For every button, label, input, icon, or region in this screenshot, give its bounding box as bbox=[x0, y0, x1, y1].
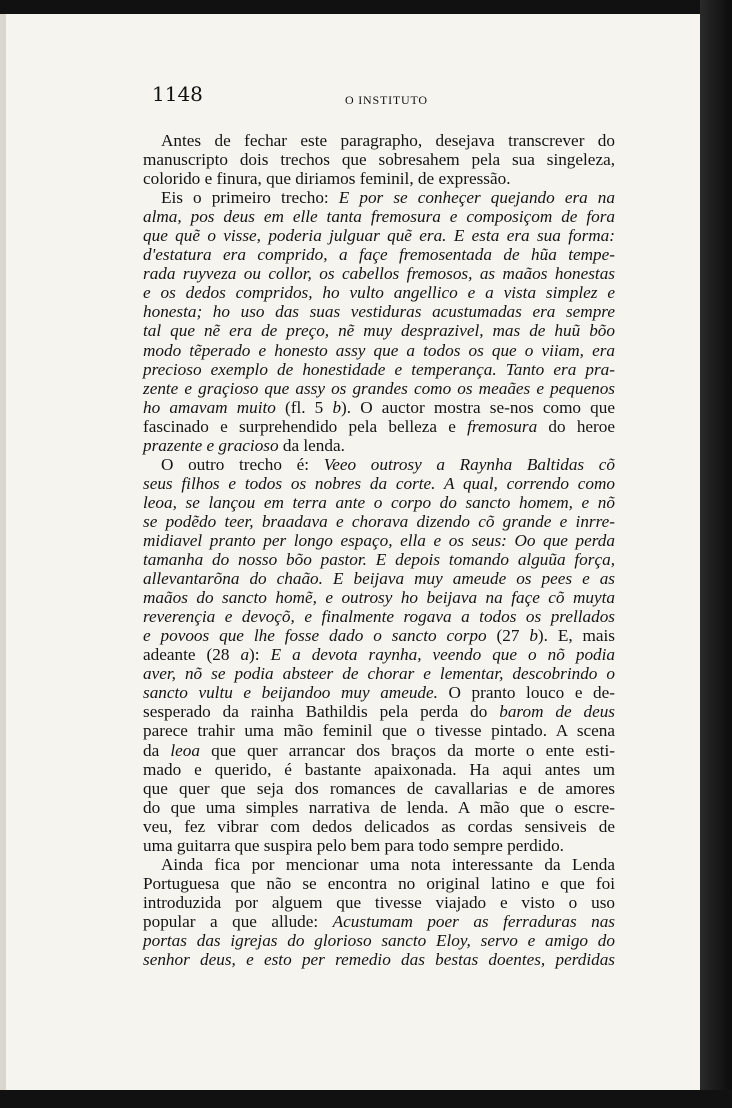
italic-quote-segment: aver, nõ se podia absteer de chorar e lementar, descobrindo o bbox=[143, 664, 615, 684]
scan-edge-right bbox=[700, 0, 732, 1108]
text-segment: Ainda fica por mencionar uma nota interessante da Lenda bbox=[161, 854, 615, 874]
text-segment: ). E, mais bbox=[537, 626, 615, 646]
text-segment: O pranto louco e de- bbox=[437, 683, 615, 703]
text-segment: introduzida por alguem que tivesse viajado e visto o uso bbox=[143, 892, 615, 912]
text-line bbox=[143, 836, 615, 855]
italic-quote-segment: que quẽ o visse, poderia julguar quẽ era. E esta era sua forma: bbox=[143, 226, 615, 246]
text-line bbox=[143, 702, 615, 721]
text-line bbox=[143, 226, 615, 245]
text-line bbox=[143, 455, 615, 474]
text-line bbox=[143, 436, 615, 455]
text-segment: popular a que allude: bbox=[143, 911, 333, 931]
text-line bbox=[143, 207, 615, 226]
italic-quote-segment: modo tẽperado e honesto assy que a todos os que o viiam, era bbox=[143, 340, 615, 360]
text-line bbox=[143, 321, 615, 340]
text-line bbox=[143, 188, 615, 207]
italic-quote-segment: sancto vultu e beijandoo muy ameude. bbox=[143, 683, 438, 703]
text-segment: que quer que seja dos romances de cavallarias e de amores bbox=[143, 778, 615, 798]
italic-quote-segment: allevantarõna do chaão. E beijava muy ameude os pees e as bbox=[143, 569, 615, 589]
italic-quote-segment: senhor deus, e esto per remedio das bestas doentes, perdidas bbox=[143, 950, 615, 970]
text-segment: adeante (28 bbox=[143, 645, 241, 665]
text-line bbox=[143, 150, 615, 169]
italic-quote-segment: E por se conheçer quejando era na bbox=[338, 188, 615, 208]
text-line bbox=[143, 398, 615, 417]
scan-edge-top bbox=[0, 0, 732, 14]
text-segment: Eis o primeiro trecho: bbox=[161, 188, 339, 208]
text-line bbox=[143, 283, 615, 302]
italic-quote-segment: seus filhos e todos os nobres da corte. A qual, correndo como bbox=[143, 473, 615, 493]
text-line bbox=[143, 664, 615, 683]
italic-quote-segment: e os dedos compridos, ho vulto angellico e a vista simplez e bbox=[143, 283, 615, 303]
text-segment: (27 bbox=[486, 626, 530, 646]
italic-quote-segment: alma, pos deus em elle tanta fremosura e composiçom de fora bbox=[143, 207, 615, 227]
text-line bbox=[143, 264, 615, 283]
text-line bbox=[143, 588, 615, 607]
italic-quote-segment: d'estatura era comprido, a façe fremosentada de hũa tempe- bbox=[143, 245, 615, 265]
text-line bbox=[143, 131, 615, 150]
text-line bbox=[143, 417, 615, 436]
text-segment: Portuguesa que não se encontra no original latino e que foi bbox=[143, 873, 615, 893]
text-segment: ). O auctor mostra se-nos como que bbox=[341, 397, 615, 417]
italic-quote-segment: a bbox=[240, 645, 250, 665]
text-line bbox=[143, 683, 615, 702]
italic-quote-segment: E a devota raynha, veendo que o nõ podia bbox=[270, 645, 616, 665]
text-segment: que quer arrancar dos braços da morte o ente esti- bbox=[199, 740, 615, 760]
text-line bbox=[143, 931, 615, 950]
scan-edge-left bbox=[0, 0, 6, 1108]
text-segment: ): bbox=[249, 645, 271, 665]
text-segment: mado e querido, é bastante apaixonada. Ha aqui antes um bbox=[143, 759, 615, 779]
text-segment: manuscripto dois trechos que sobresahem pela sua singeleza, bbox=[143, 150, 615, 170]
text-segment: da bbox=[143, 740, 171, 760]
text-line bbox=[143, 741, 615, 760]
text-segment: uma guitarra que suspira pelo bem para todo sempre perdido. bbox=[143, 835, 564, 855]
italic-quote-segment: tamanha do nosso bõo pastor. E depois tomando alguũa força, bbox=[143, 550, 615, 570]
italic-quote-segment: reverençia e devoçõ, e finalmente rogava a todos os prellados bbox=[143, 607, 615, 627]
text-segment: (fl. 5 bbox=[285, 397, 333, 417]
italic-quote-segment: tal que nẽ era de preço, nẽ muy desprazivel, mas de huũ bõo bbox=[143, 321, 615, 341]
text-line bbox=[143, 531, 615, 550]
text-line bbox=[143, 379, 615, 398]
italic-quote-segment: fremosura bbox=[467, 416, 538, 436]
text-line bbox=[143, 626, 615, 645]
text-line bbox=[143, 779, 615, 798]
text-line bbox=[143, 645, 615, 664]
text-line bbox=[143, 912, 615, 931]
text-line bbox=[143, 245, 615, 264]
text-line bbox=[143, 607, 615, 626]
italic-quote-segment: leoa, se lançou em terra ante o corpo do sancto homem, e nõ bbox=[143, 492, 615, 512]
italic-quote-segment: Acustumam poer as ferraduras nas bbox=[332, 911, 615, 931]
text-segment: do que uma simples narrativa de lenda. A mão que o escre- bbox=[143, 797, 615, 817]
text-line bbox=[143, 569, 615, 588]
text-line bbox=[143, 493, 615, 512]
text-segment: da lenda. bbox=[278, 435, 345, 455]
text-segment: O outro trecho é: bbox=[161, 454, 324, 474]
text-line bbox=[143, 817, 615, 836]
italic-quote-segment: zente e graçioso que assy os grandes como os meaães e pequenos bbox=[143, 378, 615, 398]
text-line bbox=[143, 169, 615, 188]
italic-quote-segment: b bbox=[529, 626, 538, 646]
text-line bbox=[143, 874, 615, 893]
running-title: O INSTITUTO bbox=[345, 93, 428, 107]
text-line bbox=[143, 360, 615, 379]
text-segment: veu, fez vibrar com dedos delicados as cordas sensiveis de bbox=[143, 816, 615, 836]
italic-quote-segment: se podẽdo teer, braadava e chorava dizendo cõ grande e inrre- bbox=[143, 511, 615, 531]
text-segment: parece trahir uma mão feminil que o tivesse pintado. A scena bbox=[143, 721, 615, 741]
italic-quote-segment: prazente e gracioso bbox=[143, 435, 279, 455]
italic-quote-segment: maãos do sancto homẽ, e outrosy ho beijava na façe cõ muyta bbox=[143, 588, 615, 608]
text-line bbox=[143, 950, 615, 969]
italic-quote-segment: ho amavam muito bbox=[143, 397, 286, 417]
italic-quote-segment: e povoos que lhe fosse dado o sancto corpo bbox=[143, 626, 487, 646]
italic-quote-segment: b bbox=[332, 397, 342, 417]
text-line bbox=[143, 512, 615, 531]
text-segment: Antes de fechar este paragrapho, desejava transcrever do bbox=[161, 131, 615, 150]
text-line bbox=[143, 798, 615, 817]
text-line bbox=[143, 474, 615, 493]
text-segment: sesperado da rainha Bathildis pela perda do bbox=[143, 702, 500, 722]
italic-quote-segment: honesta; ho uso das suas vestiduras acustumadas era sempre bbox=[143, 302, 615, 322]
text-segment: fascinado e surprehendido pela belleza e bbox=[143, 416, 468, 436]
italic-quote-segment: barom de deus bbox=[499, 702, 615, 722]
page-number: 1148 bbox=[152, 82, 203, 106]
text-line bbox=[143, 550, 615, 569]
italic-quote-segment: rada ruyveza ou collor, os cabellos fremosos, as maãos honestas bbox=[143, 264, 615, 284]
text-line bbox=[143, 341, 615, 360]
text-line bbox=[143, 855, 615, 874]
italic-quote-segment: midiavel pranto per longo espaço, ella e os seus: Oo que perda bbox=[143, 530, 615, 550]
body-text bbox=[143, 131, 615, 969]
text-line bbox=[143, 302, 615, 321]
text-line bbox=[143, 721, 615, 740]
italic-quote-segment: portas das igrejas do glorioso sancto Eloy, servo e amigo do bbox=[143, 930, 615, 950]
italic-quote-segment: Veeo outrosy a Raynha Baltidas cõ bbox=[323, 454, 615, 474]
text-line bbox=[143, 760, 615, 779]
scan-edge-bottom bbox=[0, 1090, 732, 1108]
text-segment: do heroe bbox=[537, 416, 615, 436]
italic-quote-segment: precioso exemplo de honestidade e temperança. Tanto era pra- bbox=[143, 359, 615, 379]
text-line bbox=[143, 893, 615, 912]
text-segment: colorido e finura, que diriamos feminil, de expressão. bbox=[143, 169, 511, 189]
italic-quote-segment: leoa bbox=[170, 740, 200, 760]
